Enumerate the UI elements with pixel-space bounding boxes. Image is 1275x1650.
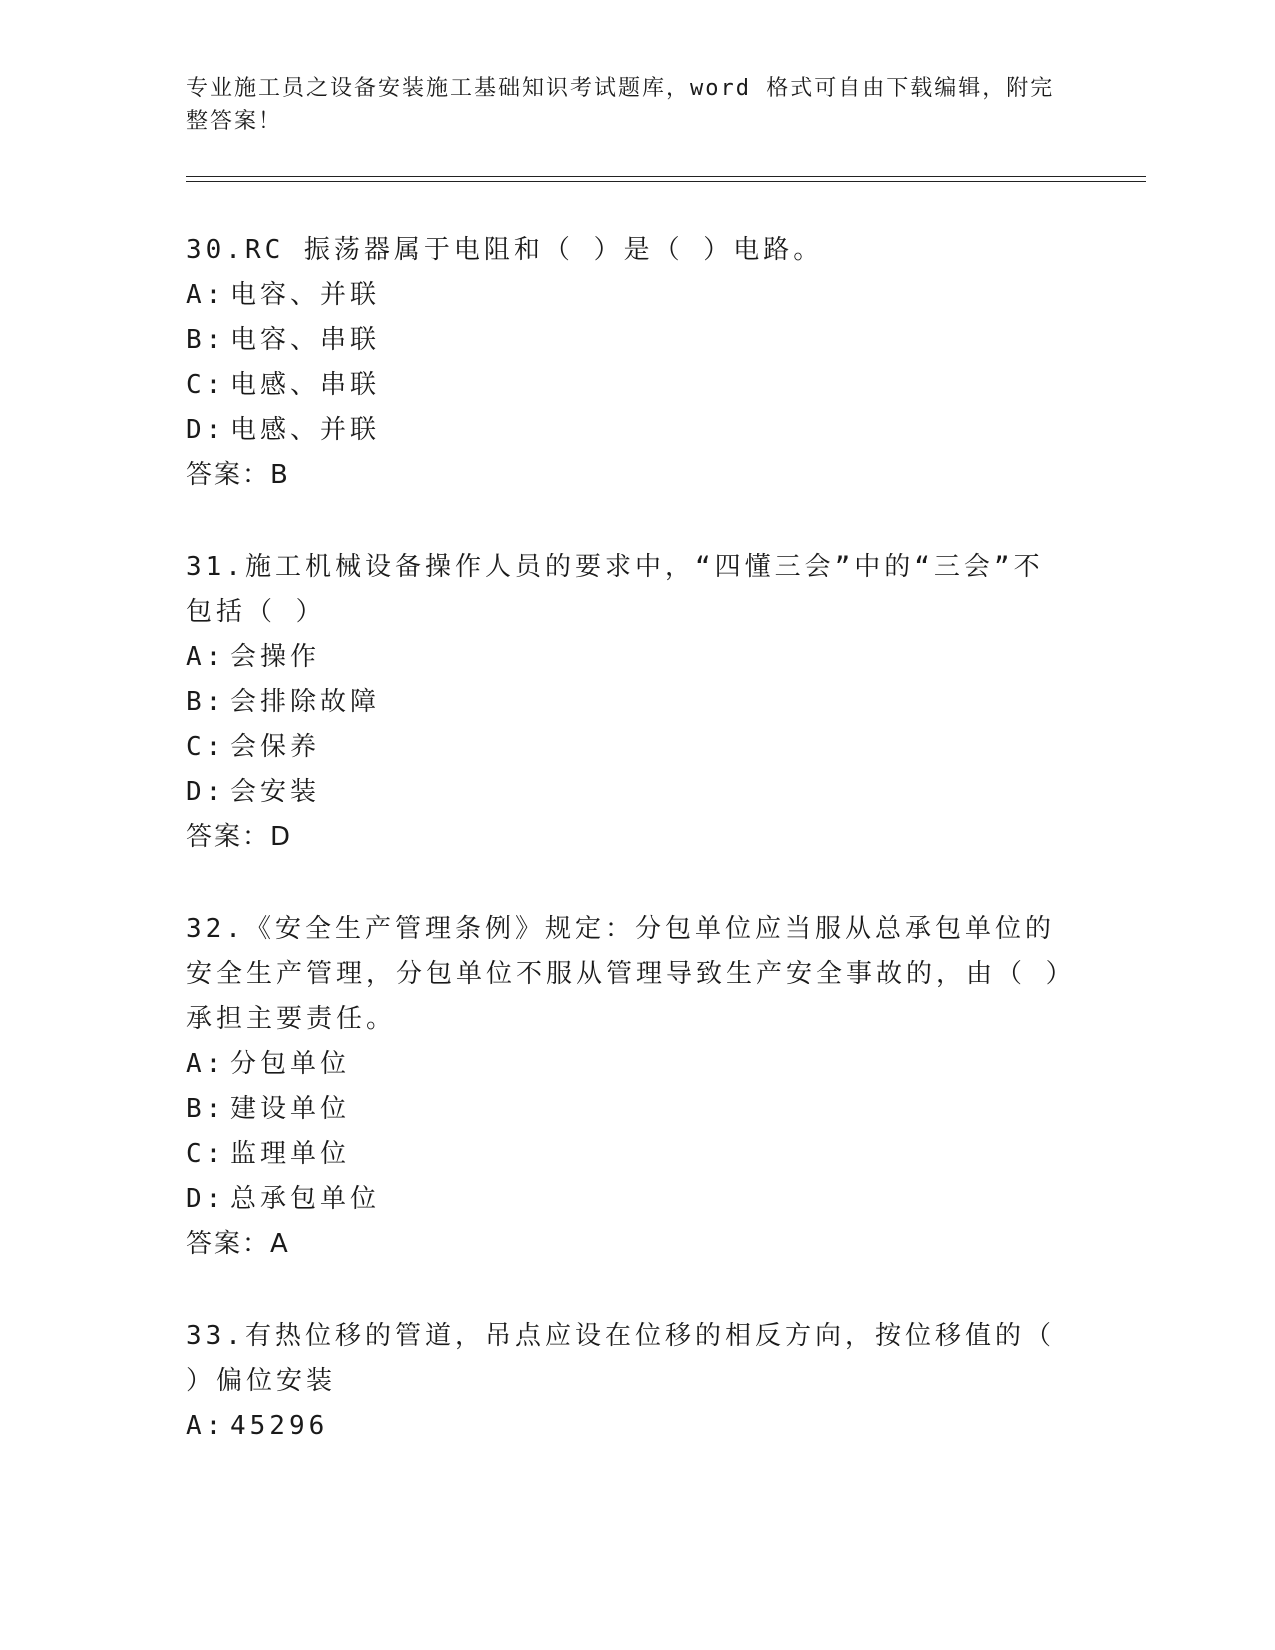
option-text: 会排除故障 xyxy=(230,687,381,717)
option-letter: A: xyxy=(186,280,226,310)
option-letter: D: xyxy=(186,777,226,807)
option-letter: C: xyxy=(186,370,226,400)
option-letter: B: xyxy=(186,325,226,355)
option-letter: A: xyxy=(186,642,226,672)
question-33 xyxy=(186,1314,1066,1449)
option-d xyxy=(186,770,1066,815)
option-text: 电容、并联 xyxy=(230,280,381,310)
option-text: 会安装 xyxy=(230,777,321,807)
option-a xyxy=(186,273,1066,318)
option-b xyxy=(186,680,1066,725)
question-list xyxy=(186,228,1066,1496)
answer-line: 答案：D xyxy=(186,822,293,852)
option-letter: A: xyxy=(186,1411,226,1441)
question-stem: 33.有热位移的管道，吊点应设在位移的相反方向，按位移值的（ ）偏位安装 xyxy=(186,1321,1055,1396)
question-stem: 31.施工机械设备操作人员的要求中，“四懂三会”中的“三会”不包括（ ） xyxy=(186,552,1044,627)
option-letter: D: xyxy=(186,415,226,445)
option-c xyxy=(186,725,1066,770)
question-stem: 32.《安全生产管理条例》规定：分包单位应当服从总承包单位的安全生产管理，分包单位不服从管理导致生产安全事故的，由（ ）承担主要责任。 xyxy=(186,914,1063,1034)
option-text: 电容、串联 xyxy=(230,325,381,355)
option-c xyxy=(186,1132,1066,1177)
option-text: 分包单位 xyxy=(230,1049,351,1079)
header-divider-bottom xyxy=(186,181,1146,182)
option-a xyxy=(186,1042,1066,1087)
answer-line: 答案：A xyxy=(186,1229,290,1259)
header-divider-top xyxy=(186,176,1146,177)
option-c xyxy=(186,363,1066,408)
option-d xyxy=(186,1177,1066,1222)
option-text: 电感、并联 xyxy=(230,415,381,445)
document-header: 专业施工员之设备安装施工基础知识考试题库，word 格式可自由下载编辑，附完整答案！ xyxy=(186,76,1055,134)
option-letter: C: xyxy=(186,732,226,762)
option-b xyxy=(186,318,1066,363)
question-30 xyxy=(186,228,1066,498)
option-text: 会操作 xyxy=(230,642,321,672)
option-text: 会保养 xyxy=(230,732,321,762)
option-a xyxy=(186,635,1066,680)
option-d xyxy=(186,408,1066,453)
option-b xyxy=(186,1087,1066,1132)
answer-line: 答案：B xyxy=(186,460,290,490)
option-text: 监理单位 xyxy=(230,1139,351,1169)
option-text: 45296 xyxy=(230,1411,329,1441)
option-letter: B: xyxy=(186,687,226,717)
question-31 xyxy=(186,545,1066,860)
option-text: 建设单位 xyxy=(230,1094,351,1124)
option-letter: A: xyxy=(186,1049,226,1079)
option-letter: D: xyxy=(186,1184,226,1214)
question-32 xyxy=(186,907,1066,1267)
option-text: 总承包单位 xyxy=(230,1184,381,1214)
question-stem: 30.RC 振荡器属于电阻和（ ）是（ ）电路。 xyxy=(186,235,824,265)
option-letter: B: xyxy=(186,1094,226,1124)
option-letter: C: xyxy=(186,1139,226,1169)
option-text: 电感、串联 xyxy=(230,370,381,400)
option-a xyxy=(186,1404,1066,1449)
